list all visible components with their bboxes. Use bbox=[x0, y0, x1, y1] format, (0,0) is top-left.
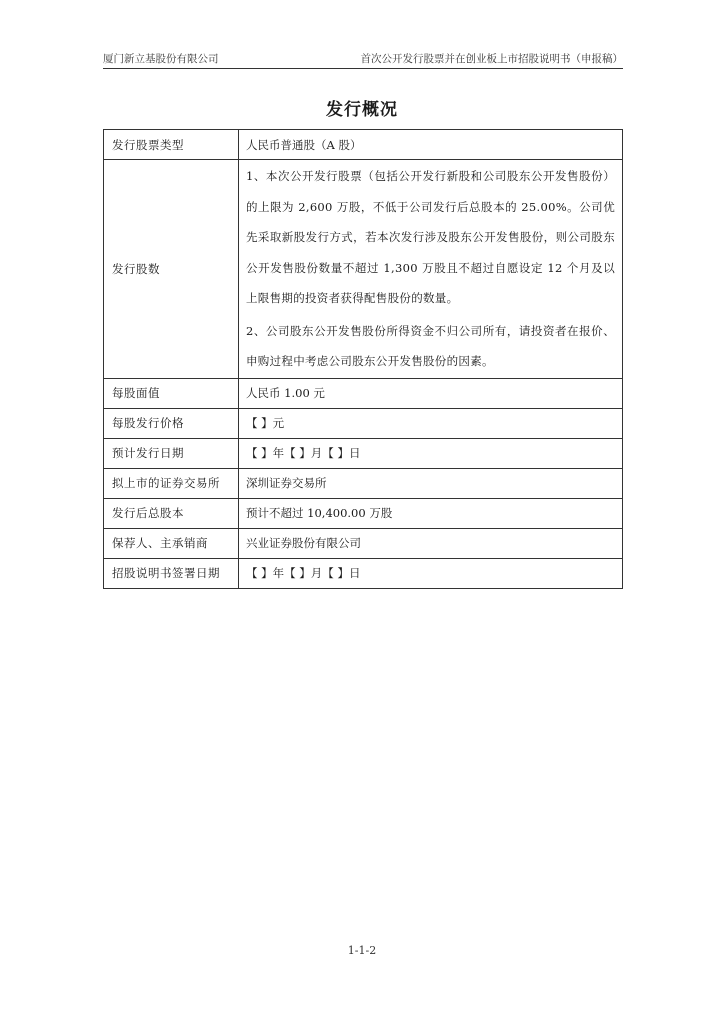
row-value: 深圳证券交易所 bbox=[239, 468, 623, 498]
table-row-signing-date bbox=[104, 558, 623, 588]
row-label: 每股面值 bbox=[104, 378, 239, 408]
row-value: 【 】年【 】月【 】日 bbox=[239, 438, 623, 468]
table-row-exchange bbox=[104, 468, 623, 498]
row-label: 拟上市的证券交易所 bbox=[104, 468, 239, 498]
header-document-title: 首次公开发行股票并在创业板上市招股说明书（申报稿） bbox=[360, 53, 623, 65]
table-row-issue-price bbox=[104, 408, 623, 438]
row-label: 发行后总股本 bbox=[104, 498, 239, 528]
row-value: 人民币普通股（A 股） bbox=[239, 130, 623, 160]
table-row-issue-date bbox=[104, 438, 623, 468]
row-label: 发行股数 bbox=[104, 160, 239, 379]
row-label: 每股发行价格 bbox=[104, 408, 239, 438]
row-label: 招股说明书签署日期 bbox=[104, 558, 239, 588]
header-company-name: 厦门新立基股份有限公司 bbox=[103, 53, 219, 65]
row-value: 人民币 1.00 元 bbox=[239, 378, 623, 408]
table-row-share-type bbox=[104, 130, 623, 160]
share-count-paragraph-2: 2、公司股东公开发售股份所得资金不归公司所有，请投资者在报价、申购过程中考虑公司股东公开发售股份的因素。 bbox=[246, 323, 615, 368]
table-row-sponsor bbox=[104, 528, 623, 558]
page-number: 1-1-2 bbox=[347, 944, 377, 957]
row-value: 【 】年【 】月【 】日 bbox=[239, 558, 623, 588]
row-label: 发行股票类型 bbox=[104, 130, 239, 160]
page-header bbox=[103, 50, 623, 69]
table-row-total-shares bbox=[104, 498, 623, 528]
row-value: 预计不超过 10,400.00 万股 bbox=[239, 498, 623, 528]
share-count-paragraph-1: 1、本次公开发行股票（包括公开发行新股和公司股东公开发售股份）的上限为 2,600 万股，不低于公司发行后总股本的 25.00%。公司优先采取新股发行方式，若本次发行涉及股东公开发售股份，则公司股东公开发售股份数量不超过 1,300 万股且不超过自愿设定 12 个月及以上限售期的投资者获得配售股份的数量。 bbox=[246, 169, 615, 305]
row-label: 保荐人、主承销商 bbox=[104, 528, 239, 558]
table-row-share-count bbox=[104, 160, 623, 379]
issuance-overview-table bbox=[103, 129, 623, 589]
table-row-par-value bbox=[104, 378, 623, 408]
row-label: 预计发行日期 bbox=[104, 438, 239, 468]
row-value: 【 】元 bbox=[239, 408, 623, 438]
page-title: 发行概况 bbox=[326, 100, 398, 120]
row-value bbox=[239, 160, 623, 379]
row-value: 兴业证券股份有限公司 bbox=[239, 528, 623, 558]
